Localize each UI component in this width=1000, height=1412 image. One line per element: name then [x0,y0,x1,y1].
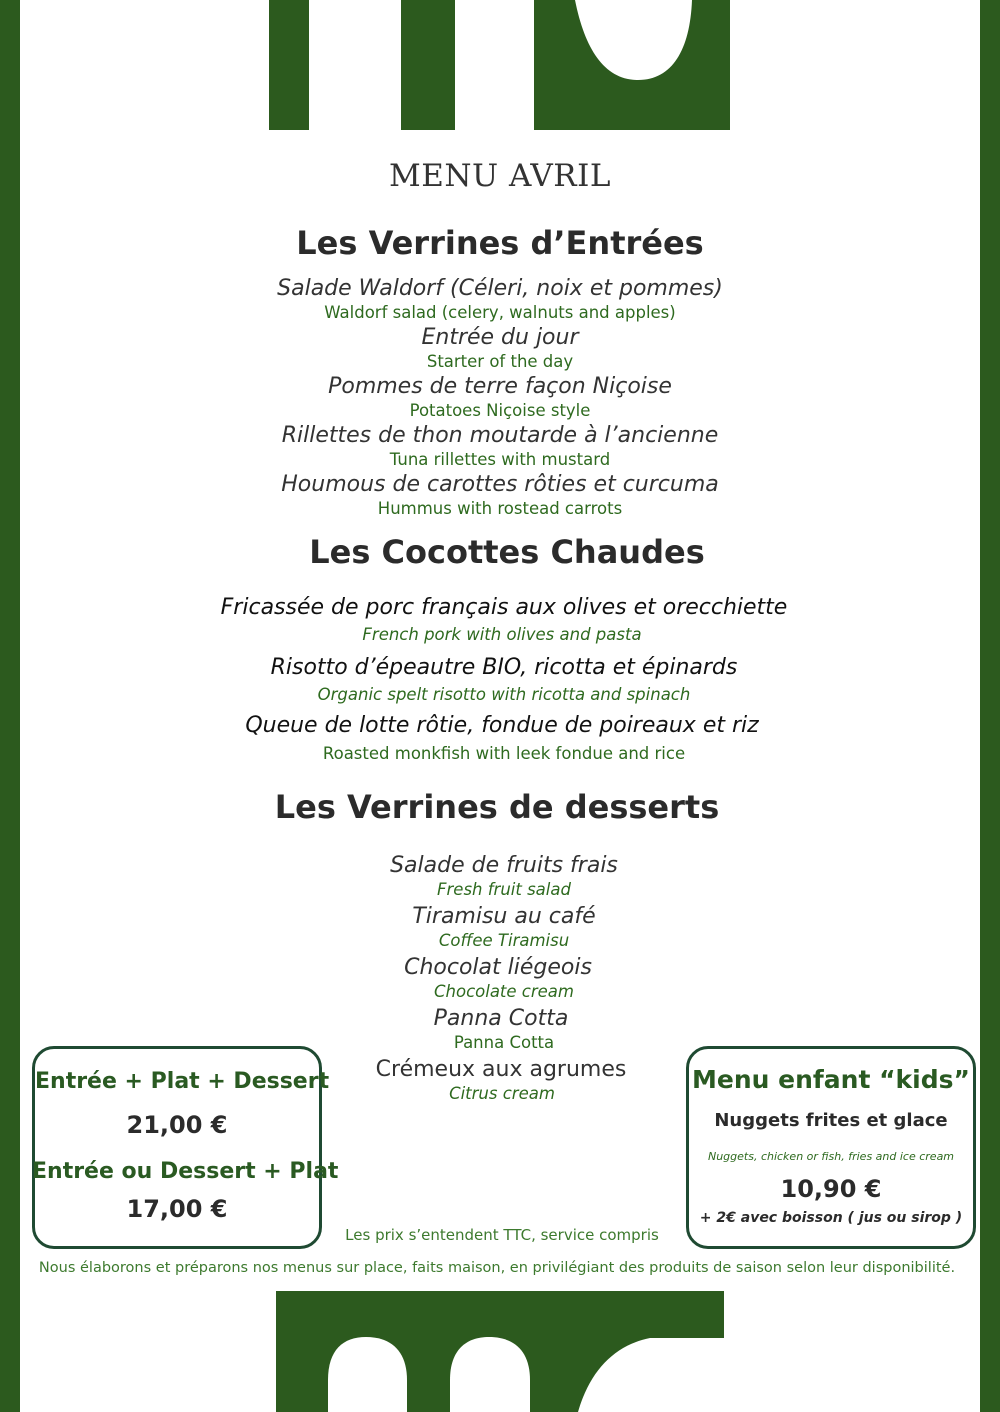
dish-fr: Crémeux aux agrumes [375,1057,627,1082]
dish-en: Citrus cream [449,1084,555,1103]
kids-menu-description: Nuggets, chicken or fish, fries and ice cream [707,1150,955,1163]
homemade-note: Nous élaborons et préparons nos menus sur place, faits maison, en privilégiant des produits de saison selon leur disponibilité. [38,1260,956,1276]
section-title-entrees: Les Verrines d’Entrées [296,224,704,262]
bottom-logo [0,1290,1000,1412]
dish-fr: Rillettes de thon moutarde à l’ancienne [281,423,719,448]
left-border-bar [0,0,20,1412]
kids-menu-title: Menu enfant “kids” [692,1065,970,1094]
dish-fr: Salade Waldorf (Céleri, noix et pommes) [277,276,723,301]
dish-fr: Queue de lotte rôtie, fondue de poireaux et riz [245,713,759,738]
right-border-bar [980,0,1000,1412]
menu-title: MENU AVRIL [389,158,611,194]
dish-fr: Pommes de terre façon Niçoise [328,374,672,399]
dish-fr: Entrée du jour [421,325,579,350]
section-title-cocottes: Les Cocottes Chaudes [309,533,705,571]
dish-en: Starter of the day [426,352,574,371]
formula-1-price: 21,00 € [126,1111,228,1139]
dish-en: Coffee Tiramisu [438,931,570,950]
kids-menu-extra: + 2€ avec boisson ( jus ou sirop ) [699,1210,963,1226]
dish-en: Panna Cotta [453,1033,555,1052]
dish-fr: Chocolat liégeois [404,955,592,980]
dish-fr: Tiramisu au café [412,904,596,929]
kids-menu-box [686,1046,976,1249]
dish-fr: Houmous de carottes rôties et curcuma [281,472,719,497]
formula-2-price: 17,00 € [126,1195,228,1223]
dish-fr: Panna Cotta [433,1006,569,1031]
dish-en: Potatoes Niçoise style [409,401,591,420]
dish-en: French pork with olives and pasta [362,625,642,644]
kids-menu-price: 10,90 € [780,1175,882,1203]
dish-en: Chocolate cream [434,982,574,1001]
section-title-desserts: Les Verrines de desserts [274,788,720,826]
top-logo [0,0,1000,132]
dish-fr: Risotto d’épeautre BIO, ricotta et épinards [270,655,738,680]
dish-en: Tuna rillettes with mustard [389,450,611,469]
formula-box [32,1046,339,1249]
dish-en: Hummus with rostead carrots [377,499,623,518]
dish-en: Waldorf salad (celery, walnuts and apples) [324,303,676,322]
dish-en: Roasted monkfish with leek fondue and rice [322,744,686,763]
dish-en: Fresh fruit salad [437,880,571,899]
kids-menu-subtitle: Nuggets frites et glace [714,1110,948,1131]
dish-fr: Fricassée de porc français aux olives et orecchiette [220,595,788,620]
formula-2-label: Entrée ou Dessert + Plat [32,1159,339,1184]
dish-en: Organic spelt risotto with ricotta and spinach [317,685,691,704]
formula-1-label: Entrée + Plat + Dessert [35,1069,330,1094]
dish-fr: Salade de fruits frais [390,853,618,878]
prices-note: Les prix s’entendent TTC, service compris [345,1226,659,1244]
